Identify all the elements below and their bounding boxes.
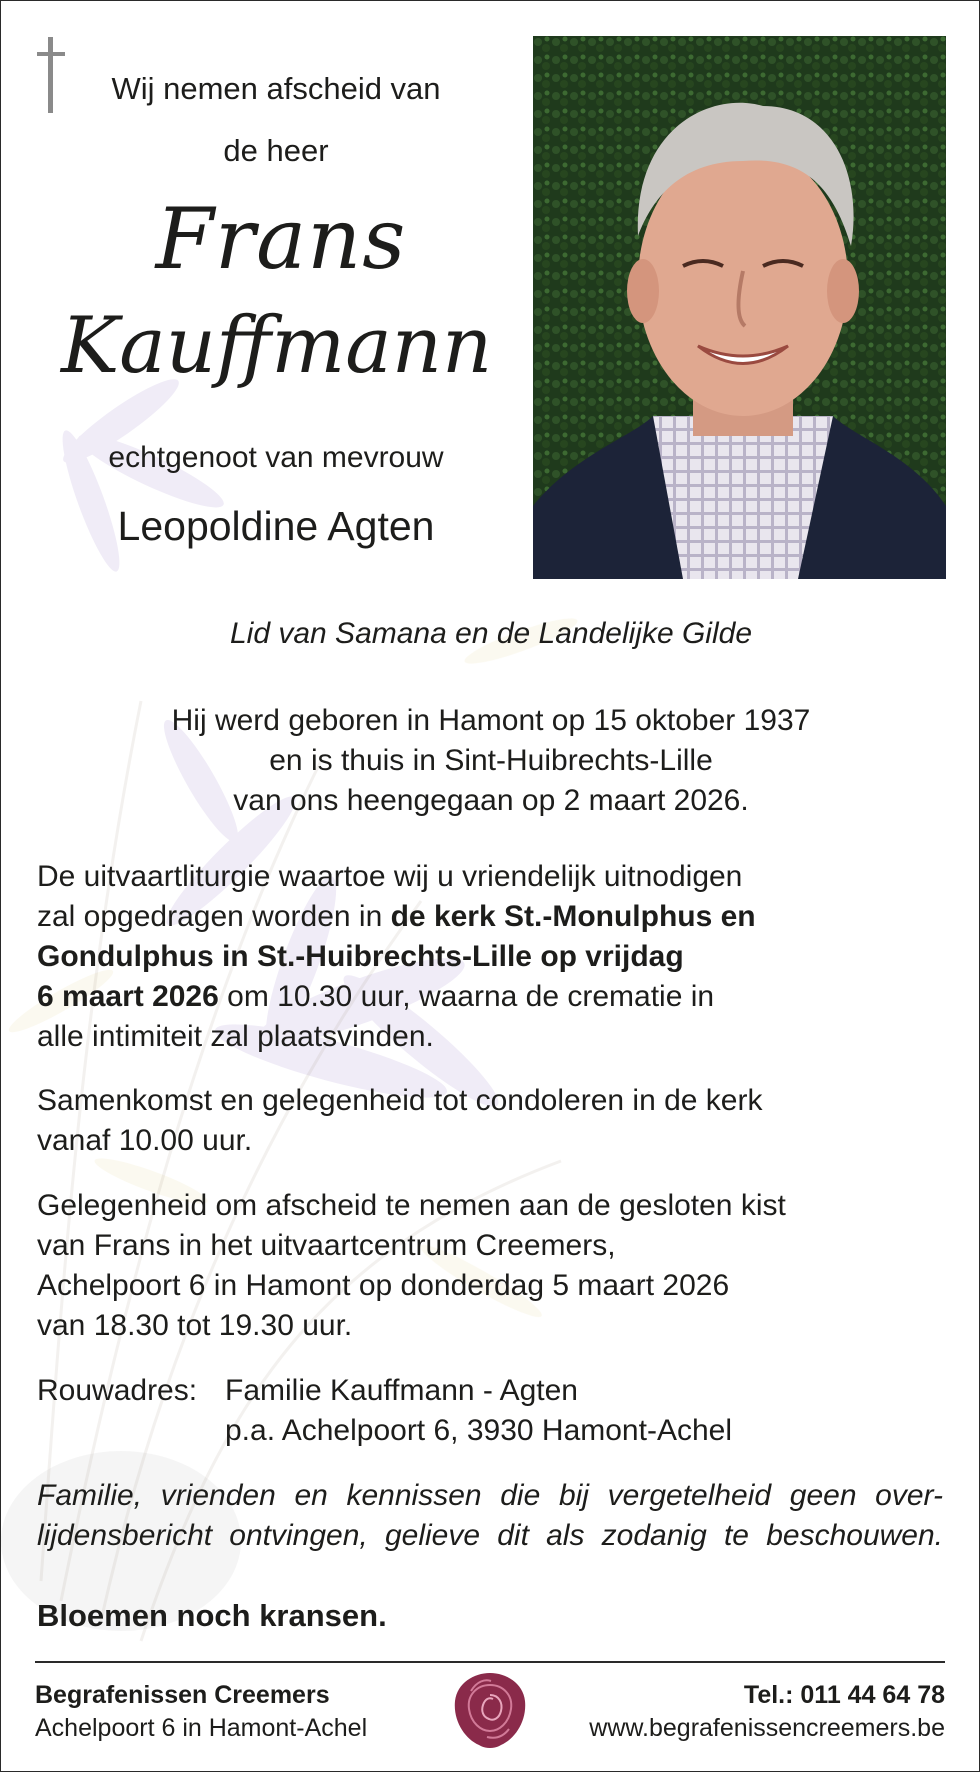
intro-line-1: Wij nemen afscheid van: [111, 71, 441, 106]
funeral-company-address: Achelpoort 6 in Hamont-Achel: [35, 1714, 368, 1742]
spouse-label: echtgenoot van mevrouw: [108, 441, 444, 474]
gathering-line-2: vanaf 10.00 uur.: [37, 1124, 253, 1157]
membership-line: Lid van Samana en de Landelijke Gilde: [229, 617, 753, 650]
intro-line-2: de heer: [223, 133, 329, 168]
notice-line-1: Familie, vrienden en kennissen die bij vergetelheid geen over-: [37, 1479, 943, 1512]
spouse-name: Leopoldine Agten: [117, 503, 435, 549]
funeral-line-3: Gondulphus in St.-Huibrechts-Lille op vrijdag: [37, 940, 684, 973]
mourning-address: [37, 1371, 947, 1451]
birth-line-1: Hij werd geboren in Hamont op 15 oktober 1937: [171, 704, 811, 737]
birth-line-3: van ons heengegaan op 2 maart 2026.: [233, 784, 749, 817]
farewell-paragraph: [37, 1186, 947, 1346]
mourning-address-line-1: Familie Kauffmann - Agten: [225, 1374, 578, 1407]
cross-icon: [37, 37, 65, 113]
farewell-line-4: van 18.30 tot 19.30 uur.: [37, 1309, 353, 1342]
funeral-line-4: 6 maart 2026 om 10.30 uur, waarna de crematie in: [37, 980, 715, 1013]
farewell-line-2: van Frans in het uitvaartcentrum Creemers,: [37, 1229, 616, 1262]
notice-paragraph: [37, 1476, 943, 1556]
funeral-company-phone: Tel.: 011 44 64 78: [743, 1681, 945, 1709]
gathering-paragraph: [37, 1081, 947, 1161]
portrait-photo: [533, 36, 946, 579]
deceased-last-name: Kauffmann: [61, 301, 493, 391]
farewell-line-3: Achelpoort 6 in Hamont op donderdag 5 maart 2026: [37, 1269, 730, 1302]
rose-icon: [451, 1669, 529, 1749]
deceased-first-name: Frans: [155, 190, 407, 288]
funeral-line-5: alle intimiteit zal plaatsvinden.: [37, 1020, 434, 1053]
farewell-line-1: Gelegenheid om afscheid te nemen aan de gesloten kist: [37, 1189, 786, 1222]
birth-line-2: en is thuis in Sint-Huibrechts-Lille: [269, 744, 713, 777]
flowers-note: Bloemen noch kransen.: [37, 1598, 387, 1633]
mourning-address-line-2: p.a. Achelpoort 6, 3930 Hamont-Achel: [225, 1414, 732, 1447]
funeral-date: 6 maart 2026: [37, 980, 219, 1013]
funeral-company-name: Begrafenissen Creemers: [35, 1681, 330, 1709]
funeral-church-name: de kerk St.-Monulphus en: [390, 900, 756, 933]
funeral-line-2: zal opgedragen worden in de kerk St.-Monulphus en: [37, 900, 756, 933]
funeral-company-website[interactable]: www.begrafenissencreemers.be: [589, 1714, 945, 1742]
gathering-line-1: Samenkomst en gelegenheid tot condoleren in de kerk: [37, 1084, 763, 1117]
mourning-address-label: Rouwadres:: [37, 1374, 198, 1407]
funeral-paragraph: [37, 857, 947, 1057]
notice-line-2: lijdensbericht ontvingen, gelieve dit als zodanig te beschouwen.: [37, 1519, 943, 1552]
footer-divider: [35, 1661, 945, 1663]
birth-death-details: [1, 701, 980, 821]
funeral-line-1: De uitvaartliturgie waartoe wij u vriendelijk uitnodigen: [37, 860, 743, 893]
